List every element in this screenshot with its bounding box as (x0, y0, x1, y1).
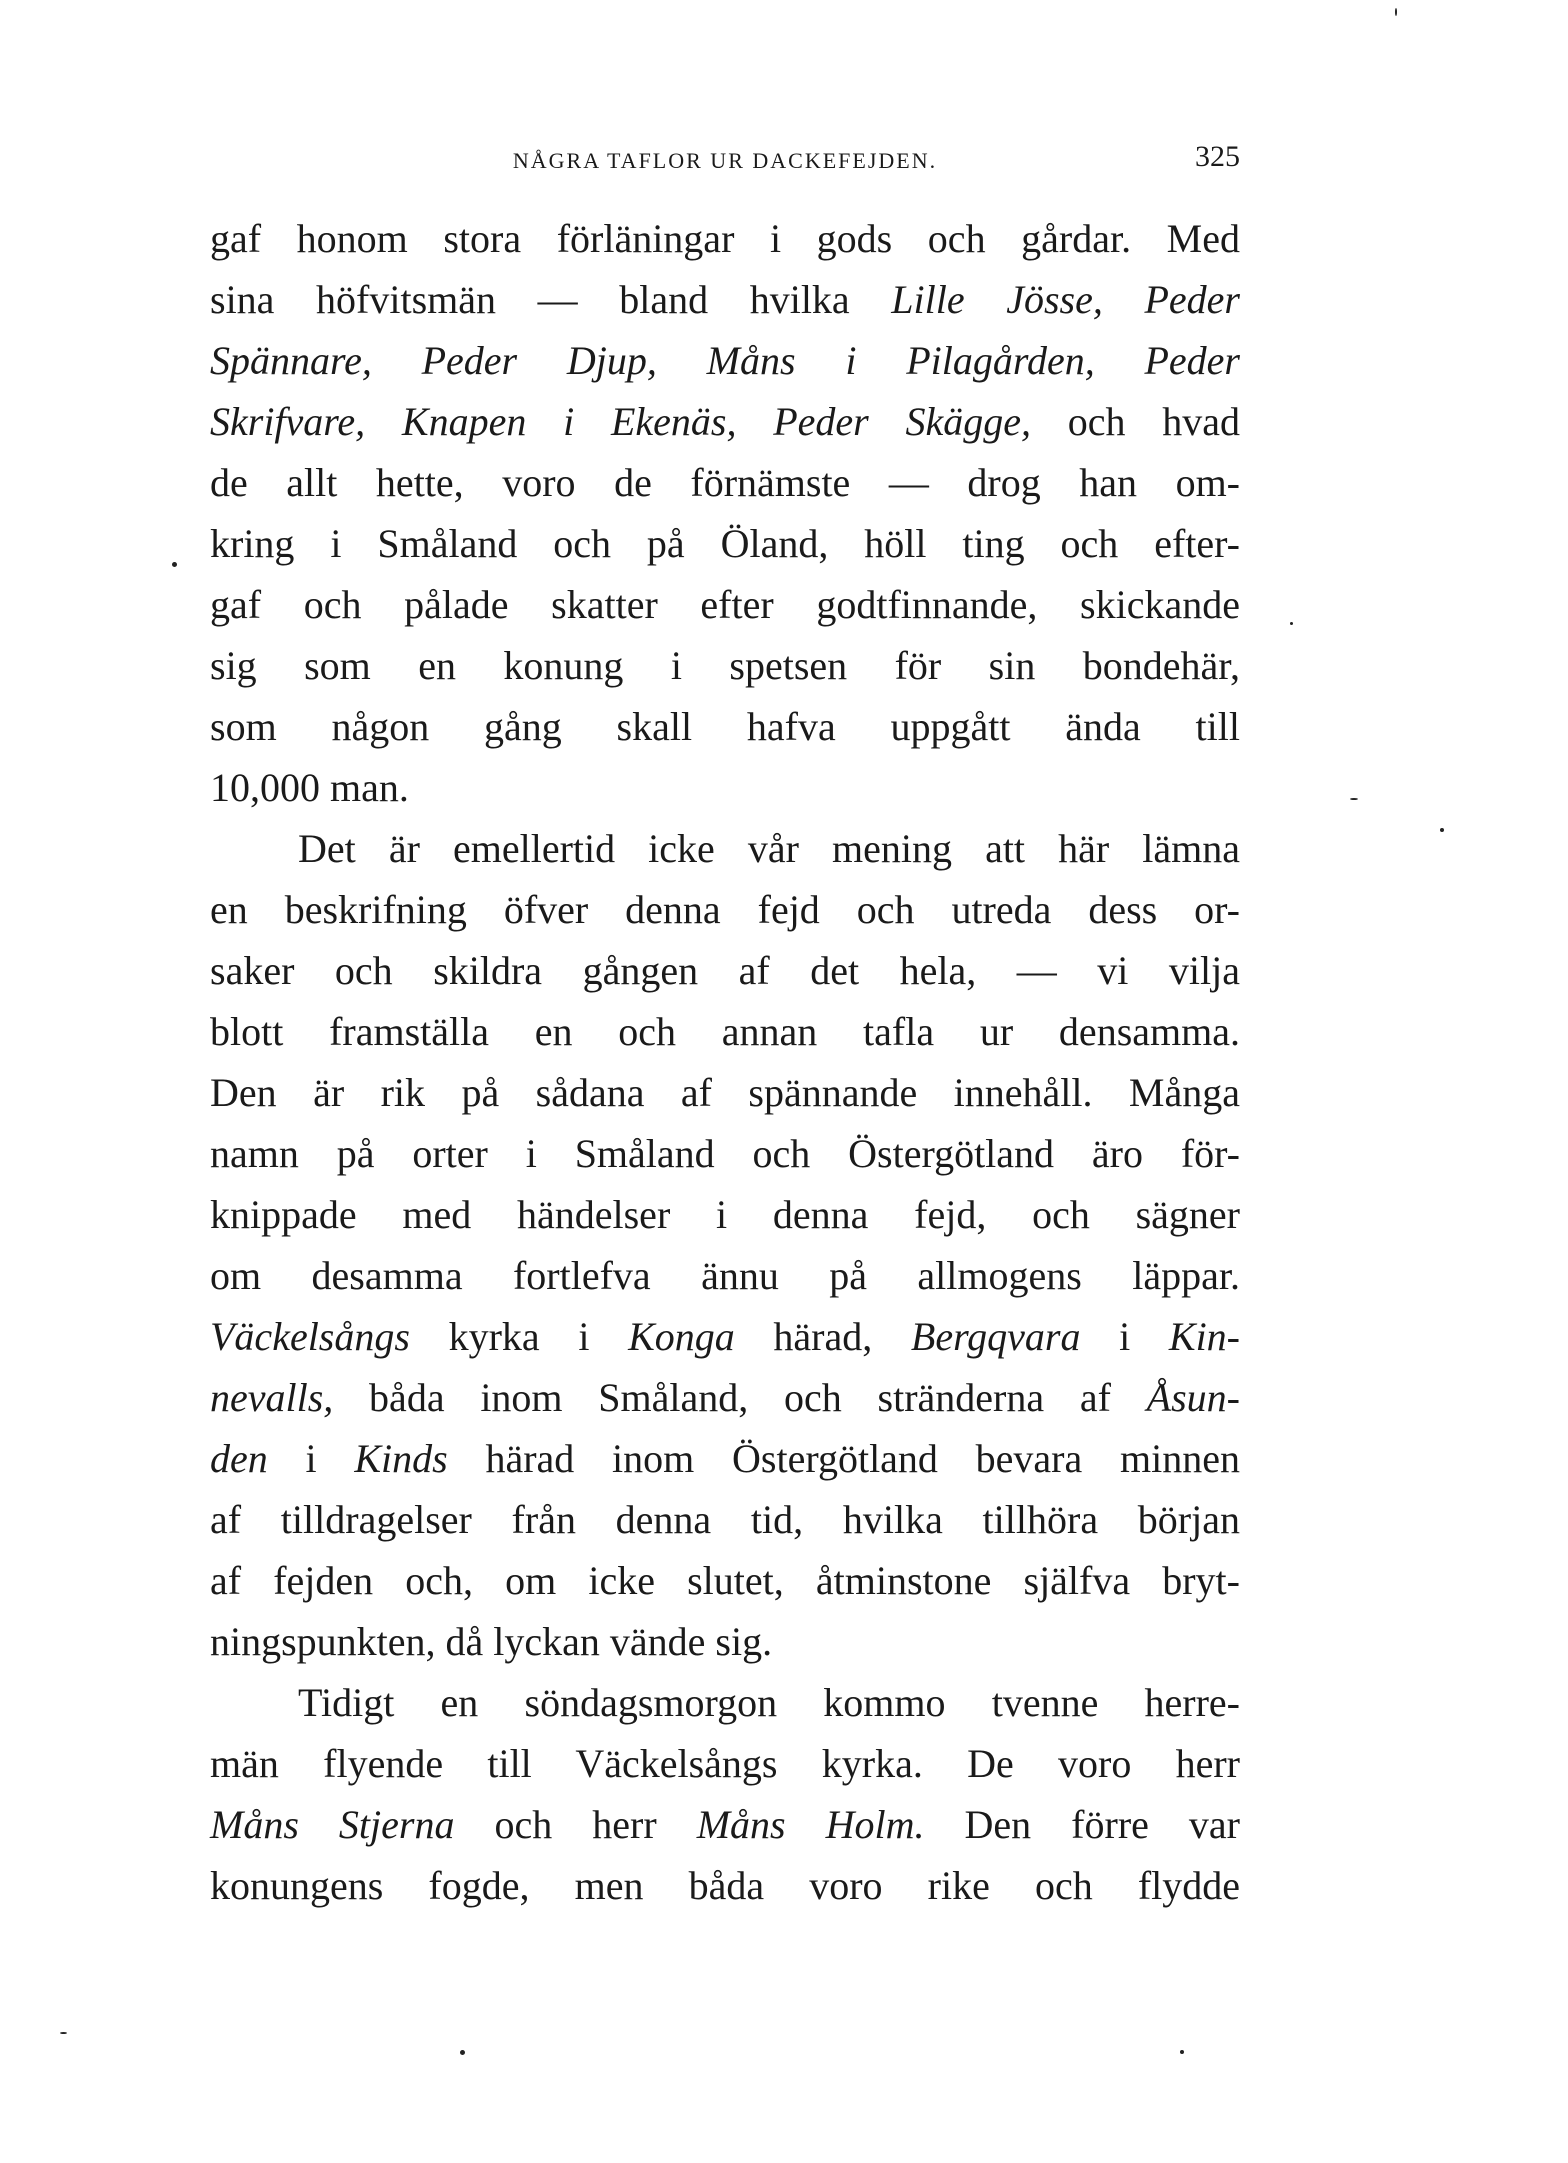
text-line (210, 879, 1240, 940)
text-segment: kyrka i (409, 1314, 629, 1359)
italic-name: Måns Holm. (696, 1802, 925, 1847)
text-line (210, 635, 1240, 696)
text-line (210, 513, 1240, 574)
text-line (210, 757, 1240, 818)
scan-speck (1180, 2050, 1184, 2054)
text-segment: gaf och pålade skatter efter godtfinnande, skickande (210, 582, 1240, 627)
text-line (210, 1794, 1240, 1855)
text-line (210, 391, 1240, 452)
text-segment: Det är emellertid icke vår mening att här lämna (298, 826, 1240, 871)
text-line (210, 1245, 1240, 1306)
italic-place: Väckelsångs (210, 1314, 410, 1359)
italic-place: Bergqvara (910, 1314, 1081, 1359)
text-line (210, 269, 1240, 330)
italic-place: Kin- (1168, 1314, 1241, 1359)
text-line (210, 1184, 1240, 1245)
italic-name: Lille Jösse, Peder (891, 277, 1240, 322)
text-line (210, 1001, 1240, 1062)
italic-place: Åsun- (1146, 1375, 1240, 1420)
text-segment: män flyende till Väckelsångs kyrka. De voro herr (210, 1741, 1240, 1786)
italic-name: Måns Stjerna (210, 1802, 455, 1847)
italic-place: den (210, 1436, 268, 1481)
text-segment: ningspunkten, då lyckan vände sig. (210, 1619, 773, 1664)
text-segment: Tidigt en söndagsmorgon kommo tvenne herre- (298, 1680, 1240, 1725)
text-segment: af tilldragelser från denna tid, hvilka tillhöra början (210, 1497, 1240, 1542)
text-line (210, 208, 1240, 269)
text-line (210, 1367, 1240, 1428)
page-number: 325 (1195, 140, 1240, 173)
italic-name: Skrifvare, Knapen i Ekenäs, Peder Skägge, (210, 399, 1031, 444)
text-line (210, 1306, 1240, 1367)
scan-speck (1290, 622, 1293, 625)
text-line (210, 1550, 1240, 1611)
scan-speck (1440, 828, 1444, 832)
scan-speck (172, 562, 177, 567)
text-segment: i (1080, 1314, 1169, 1359)
text-line (210, 696, 1240, 757)
italic-place: nevalls, (210, 1375, 334, 1420)
text-line (210, 1062, 1240, 1123)
running-title: NÅGRA TAFLOR UR DACKEFEJDEN. (512, 148, 938, 173)
text-segment: de allt hette, voro de förnämste — drog han om- (210, 460, 1240, 505)
text-line (210, 1733, 1240, 1794)
italic-name: Spännare, Peder Djup, Måns i Pilagården, Peder (210, 338, 1240, 383)
text-segment: af fejden och, om icke slutet, åtminstone själfva bryt- (210, 1558, 1240, 1603)
body-text (210, 208, 1240, 1916)
text-segment: härad inom Östergötland bevara minnen (447, 1436, 1240, 1481)
text-line (210, 1611, 1240, 1672)
text-segment: saker och skildra gången af det hela, — vi vilja (210, 948, 1240, 993)
text-line (210, 1855, 1240, 1916)
text-line (210, 452, 1240, 513)
text-line (210, 330, 1240, 391)
text-segment: och herr (454, 1802, 697, 1847)
text-segment: knippade med händelser i denna fejd, och sägner (210, 1192, 1240, 1237)
paragraph-start-line (210, 1672, 1240, 1733)
text-line (210, 574, 1240, 635)
text-line (210, 1489, 1240, 1550)
text-line (210, 1428, 1240, 1489)
text-segment: blott framställa en och annan tafla ur densamma. (210, 1009, 1240, 1054)
text-segment: Den förre var (924, 1802, 1240, 1847)
paragraph-start-line (210, 818, 1240, 879)
text-segment: som någon gång skall hafva uppgått ända till (210, 704, 1240, 749)
text-segment: namn på orter i Småland och Östergötland äro för- (210, 1131, 1240, 1176)
text-line (210, 940, 1240, 1001)
text-segment: kring i Småland och på Öland, höll ting och efter- (210, 521, 1240, 566)
running-header (210, 140, 1240, 180)
italic-place: Konga (628, 1314, 735, 1359)
text-segment: om desamma fortlefva ännu på allmogens läppar. (210, 1253, 1240, 1298)
text-segment: båda inom Småland, och stränderna af (333, 1375, 1147, 1420)
scan-speck (460, 2050, 465, 2055)
text-segment: 10,000 man. (210, 765, 409, 810)
text-segment: härad, (734, 1314, 911, 1359)
text-segment: sig som en konung i spetsen för sin bondehär, (210, 643, 1240, 688)
text-segment: Den är rik på sådana af spännande innehåll. Många (210, 1070, 1240, 1115)
text-segment: gaf honom stora förläningar i gods och gårdar. Med (210, 216, 1240, 261)
text-line (210, 1123, 1240, 1184)
text-segment: och hvad (1030, 399, 1240, 444)
scan-speck (60, 2032, 67, 2034)
text-segment: konungens fogde, men båda voro rike och flydde (210, 1863, 1240, 1908)
scan-speck (1395, 8, 1397, 16)
scan-speck (1350, 798, 1358, 800)
text-segment: en beskrifning öfver denna fejd och utreda dess or- (210, 887, 1240, 932)
text-segment: sina höfvitsmän — bland hvilka (210, 277, 892, 322)
text-segment: i (267, 1436, 355, 1481)
italic-place: Kinds (354, 1436, 448, 1481)
